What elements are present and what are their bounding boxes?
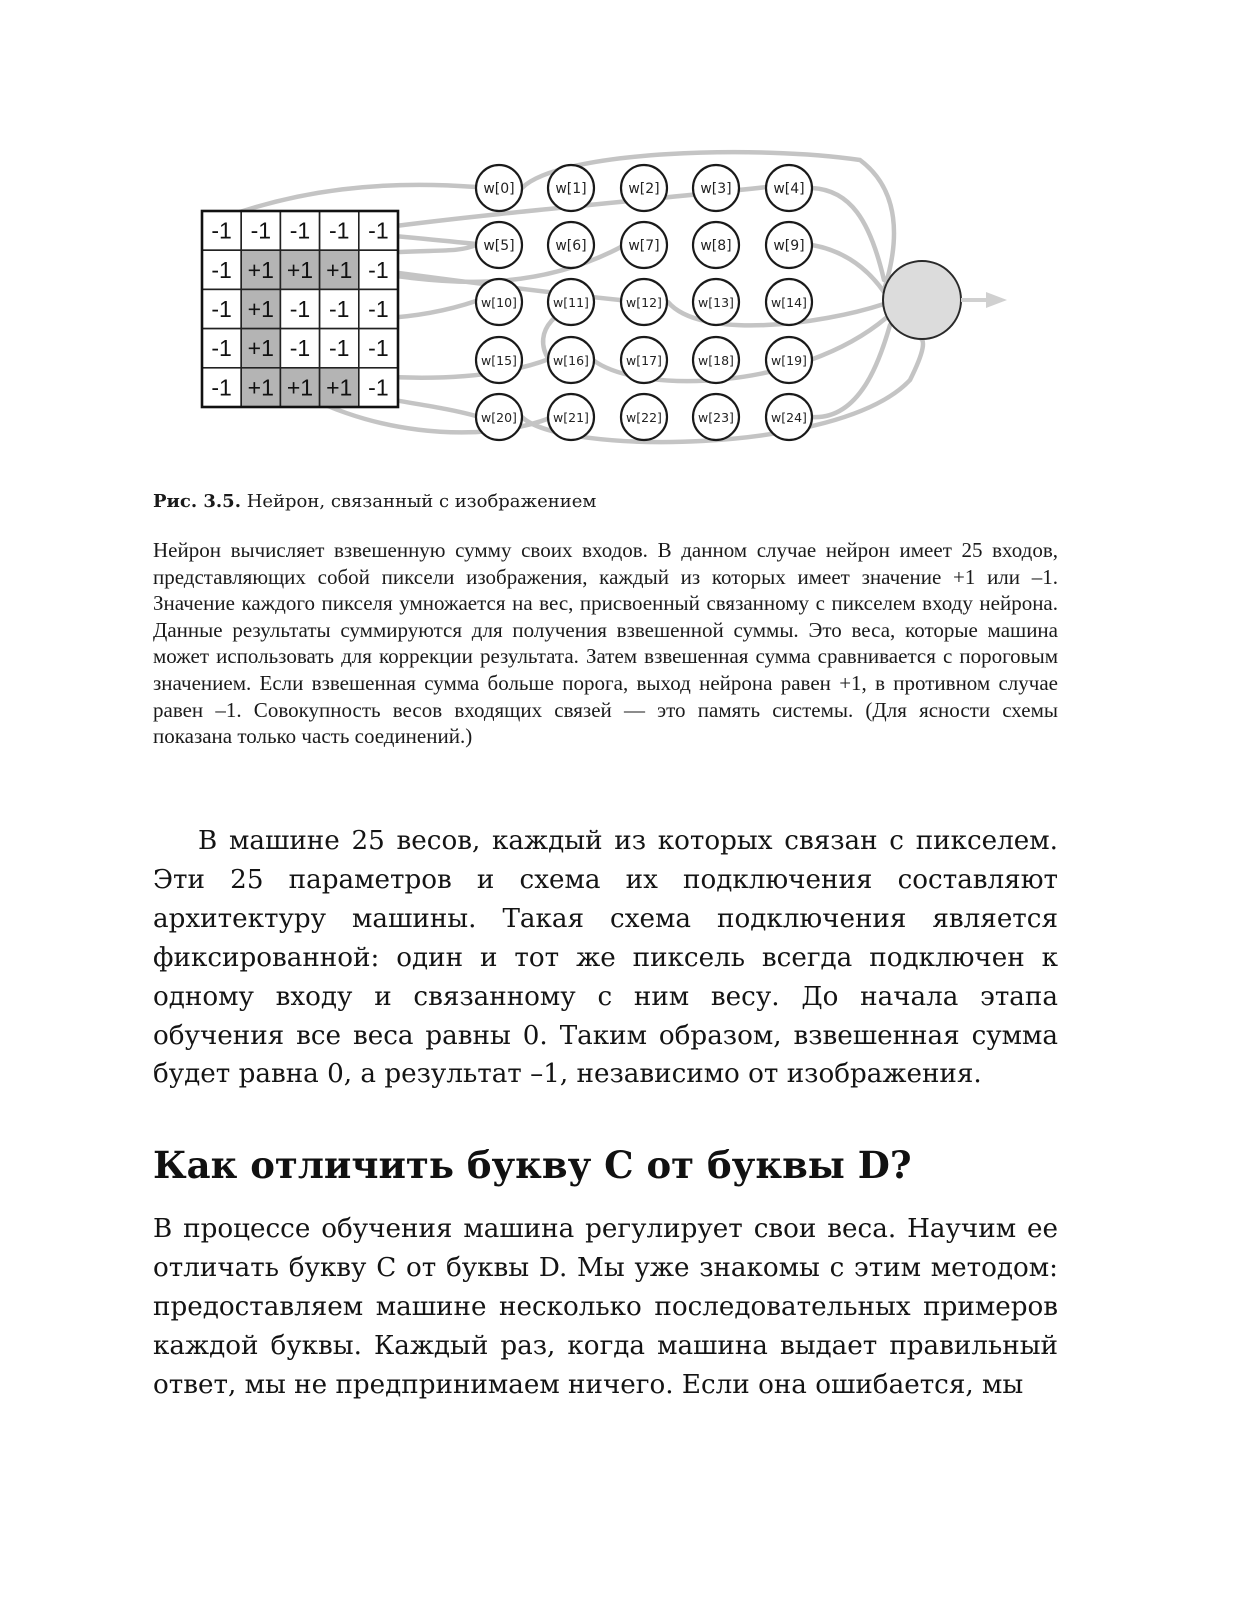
figure-title: Нейрон, связанный с изображением [240, 491, 597, 512]
pixel-value: -1 [211, 256, 232, 283]
pixel-value: -1 [368, 374, 389, 401]
pixel-value: -1 [211, 335, 232, 362]
pixel-value: -1 [328, 335, 350, 362]
weight-label: w[15] [481, 353, 517, 368]
weight-label: w[11] [553, 295, 589, 310]
weight-label: w[2] [628, 181, 660, 197]
pixel-value: +1 [326, 374, 353, 401]
weight-label: w[6] [555, 238, 587, 254]
pixel-value: -1 [328, 217, 350, 244]
pixel-value: +1 [247, 256, 274, 283]
weight-nodes [476, 165, 812, 440]
pixel-value: +1 [286, 256, 314, 283]
weight-label: w[5] [483, 238, 515, 254]
connection-line [400, 245, 476, 252]
pixel-value: -1 [250, 217, 272, 244]
pixel-value: +1 [286, 374, 314, 401]
weight-label: w[9] [773, 238, 805, 254]
weight-label: w[3] [700, 181, 732, 197]
weight-label: w[1] [555, 181, 587, 197]
pixel-value: -1 [211, 374, 232, 401]
pixel-value: -1 [289, 217, 311, 244]
body-paragraph-2: В процессе обучения машина регулирует свои веса. Научим ее отличать букву C от буквы D. Мы уже знакомы с этим методом: предоставляем машине несколько последовательных примеров каждой буквы. Каждый раз, когда машина выдает правильный ответ, мы не предпринимаем ничего. Если она ошибается, мы [153, 1214, 1058, 1400]
weight-label: w[7] [628, 238, 660, 254]
connection-line [812, 188, 884, 280]
weight-label: w[8] [700, 238, 732, 254]
neuron-diagram [0, 0, 1237, 480]
weight-label: w[0] [483, 181, 515, 197]
neuron-figure [0, 0, 1237, 480]
weight-label: w[16] [553, 353, 589, 368]
weight-label: w[13] [698, 295, 734, 310]
weight-label: w[17] [626, 353, 662, 368]
weight-label: w[4] [773, 181, 805, 197]
weight-label: w[23] [698, 410, 734, 425]
neuron-unit [883, 261, 1007, 339]
weight-label: w[14] [771, 295, 807, 310]
pixel-value: -1 [211, 296, 232, 322]
body-paragraph-1: В машине 25 весов, каждый из которых связан с пикселем. Эти 25 параметров и схема их подключения составляют архитектуру машины. Такая схема подключения является фиксированной: один и тот же пиксель всегда подключен к одному входу и связанному с ним весу. До начала этапа обучения все веса равны 0. Таким образом, взвешенная сумма будет равна 0, а результат –1, независимо от изображения. [153, 826, 1058, 1090]
pixel-value: +1 [247, 374, 274, 401]
pixel-value: +1 [326, 256, 353, 283]
pixel-value: -1 [368, 217, 389, 244]
section-heading: Как отличить букву C от буквы D? [153, 1143, 912, 1187]
weight-label: w[22] [626, 410, 662, 425]
connection-line [812, 245, 884, 292]
pixel-value: -1 [328, 296, 350, 322]
weight-label: w[24] [771, 410, 807, 425]
weight-label: w[18] [698, 353, 734, 368]
figure-label: Рис. 3.5. [153, 491, 241, 512]
weight-label: w[12] [626, 295, 662, 310]
neuron-body [883, 261, 961, 339]
weight-label: w[10] [481, 295, 517, 310]
figure-caption-title [153, 488, 1058, 516]
pixel-value: +1 [247, 335, 274, 362]
pixel-value: -1 [211, 217, 232, 244]
pixel-value: -1 [289, 335, 311, 362]
pixel-value: -1 [368, 296, 389, 322]
weight-label: w[19] [771, 353, 807, 368]
output-arrowhead [986, 292, 1007, 308]
pixel-value: -1 [289, 296, 311, 322]
weight-label: w[20] [481, 410, 517, 425]
figure-caption-body: Нейрон вычисляет взвешенную сумму своих входов. В данном случае нейрон имеет 25 входов, представляющих собой пиксели изображения, каждый из которых имеет значение +1 или –1. Значение каждого пикселя умножается на вес, присвоенный связанному с пикселем входу нейрона. Данные результаты суммируются для получения взвешенной суммы. Это веса, которые машина может использовать для коррекции результата. Затем взвешенная сумма сравнивается с пороговым значением. Если взвешенная сумма больше порога, выход нейрона равен +1, в противном случае равен –1. Совокупность весов входящих связей — это память системы. (Для ясности схемы показана только часть соединений.) [153, 538, 1058, 749]
pixel-value: -1 [368, 256, 389, 283]
pixel-value: +1 [247, 296, 274, 322]
weight-label: w[21] [553, 410, 589, 425]
pixel-value: -1 [368, 335, 389, 362]
pixel-grid [202, 211, 398, 407]
